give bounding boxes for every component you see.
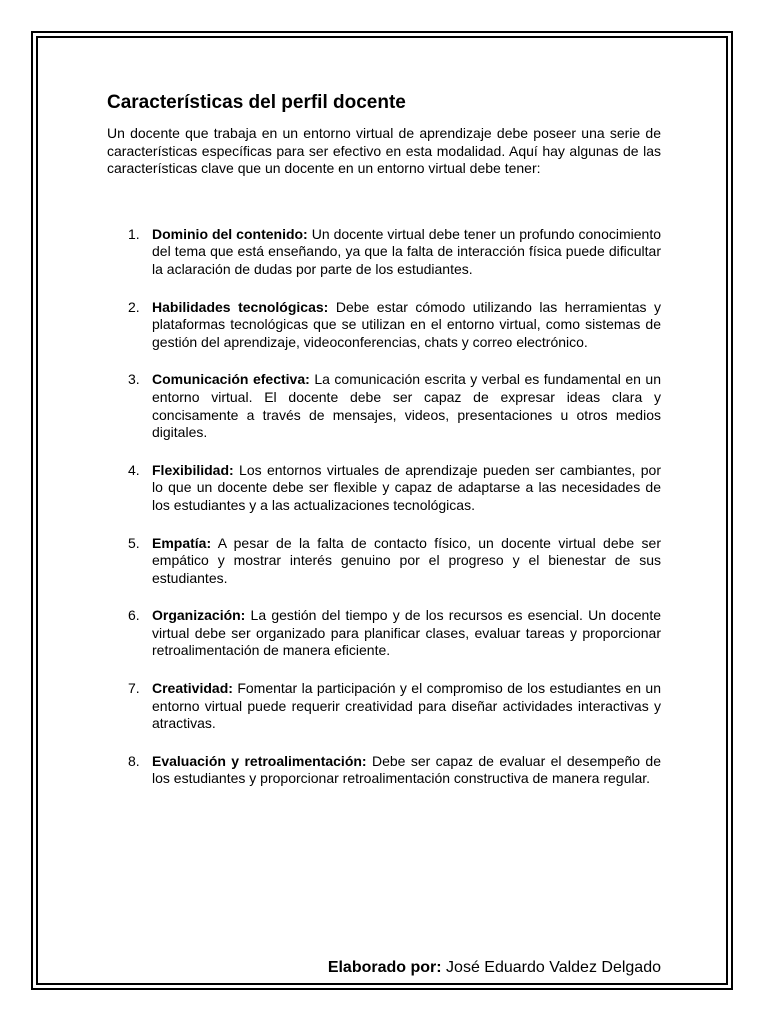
item-text: La gestión del tiempo y de los recursos es esencial. Un docente virtual debe ser organizado para planificar clases, evaluar tareas y proporcionar retroalimentación de manera eficiente. [152,607,661,659]
item-number: 3. [128,371,140,388]
item-text: Debe estar cómodo utilizando las herramientas y plataformas tecnológicas que se utilizan en el entorno virtual, como sistemas de gestión del aprendizaje, videoconferencias, chats y correo electrónico. [152,298,661,350]
document-title: Características del perfil docente [107,92,406,113]
item-term: Flexibilidad: [152,461,234,478]
item-text: A pesar de la falta de contacto físico, un docente virtual debe ser empático y mostrar interés genuino por el progreso y el bienestar de sus estudiantes. [152,534,661,586]
list-item [107,371,661,441]
list-item [107,462,661,515]
item-number: 7. [128,680,140,697]
item-number: 5. [128,534,140,551]
item-term: Empatía: [152,534,212,551]
signature-line [328,958,661,978]
item-term: Evaluación y retroalimentación: [152,752,367,769]
list-item [107,299,661,352]
item-number: 4. [128,461,140,478]
item-number: 2. [128,298,140,315]
item-text: Fomentar la participación y el compromiso de los estudiantes en un entorno virtual puede requerir creatividad para diseñar actividades interactivas y atractivas. [152,680,661,732]
item-text: Debe ser capaz de evaluar el desempeño de los estudiantes y proporcionar retroalimentación constructiva de manera regular. [152,752,661,787]
list-item [107,680,661,733]
signature-label: Elaborado por: [327,959,442,976]
item-term: Creatividad: [152,680,233,697]
list-item [107,607,661,660]
signature-name: José Eduardo Valdez Delgado [441,959,661,976]
list-item [107,535,661,588]
item-number: 8. [128,752,140,769]
item-term: Comunicación efectiva: [152,371,310,388]
item-term: Habilidades tecnológicas: [152,298,329,315]
item-text: La comunicación escrita y verbal es fundamental en un entorno virtual. El docente debe ser capaz de expresar ideas clara y concisamente a través de mensajes, videos, presentaciones u otros medios digitales. [152,371,662,441]
list-item [107,753,661,788]
item-term: Organización: [152,607,246,624]
item-text: Los entornos virtuales de aprendizaje pueden ser cambiantes, por lo que un docente debe ser flexible y capaz de adaptarse a las necesidades de los estudiantes y a las actualizaciones tecnológicas. [152,461,661,513]
characteristics-list [107,226,661,788]
intro-paragraph: Un docente que trabaja en un entorno virtual de aprendizaje debe poseer una serie de características específicas para ser efectivo en esta modalidad. Aquí hay algunas de las características clave que un docente en un entorno virtual debe tener: [107,125,661,177]
item-number: 6. [128,607,140,624]
item-term: Dominio del contenido: [152,225,308,242]
item-text: Un docente virtual debe tener un profundo conocimiento del tema que está enseñando, ya que la falta de interacción física puede dificultar la aclaración de dudas por parte de los estudiantes. [152,225,661,277]
document-body [107,90,661,808]
list-item [107,226,661,279]
item-number: 1. [128,225,140,242]
